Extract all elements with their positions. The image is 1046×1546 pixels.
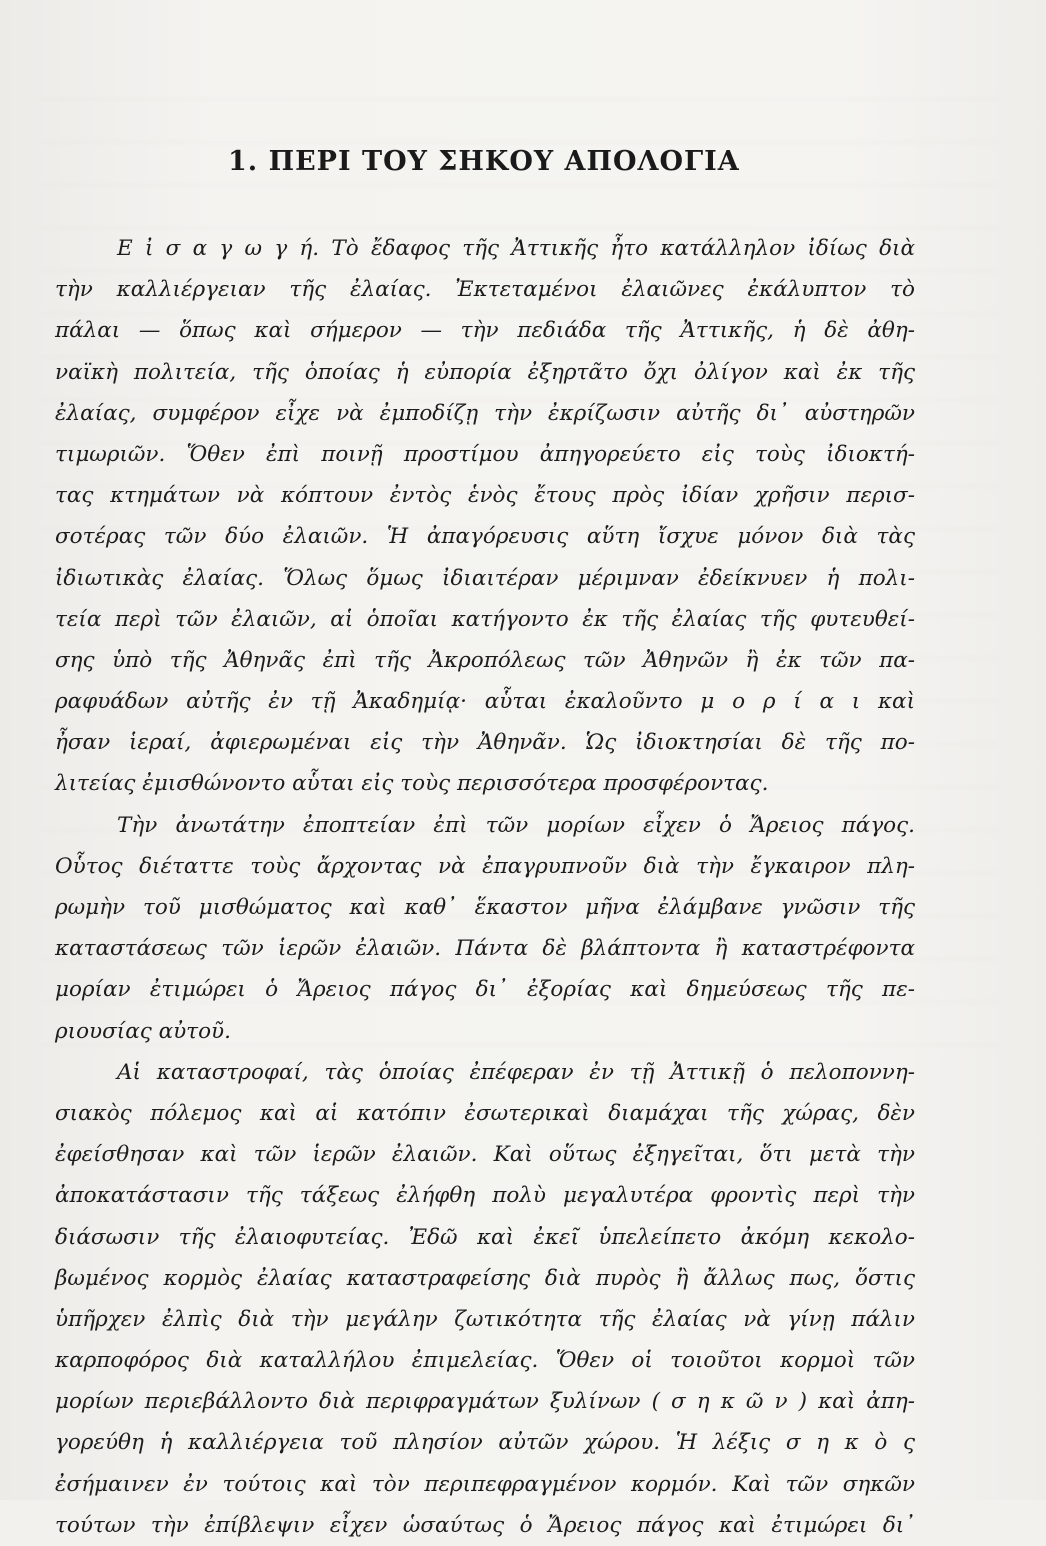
text-line: σοτέρας τῶν δύο ἐλαιῶν. Ἡ ἀπαγόρευσις αὕτη ἴσχυε μόνον διὰ τὰς (55, 524, 915, 550)
text-line: τεία περὶ τῶν ἐλαιῶν, αἱ ὁποῖαι κατήγοντο ἐκ τῆς ἐλαίας τῆς φυτευθεί- (55, 606, 915, 632)
text-line: ρωμὴν τοῦ μισθώματος καὶ καθ᾽ ἕκαστον μῆνα ἐλάμβανε γνῶσιν τῆς (55, 895, 915, 920)
text-line: ἀποκατάστασιν τῆς τάξεως ἐλήφθη πολὺ μεγαλυτέρα φροντὶς περὶ τὴν (55, 1183, 915, 1209)
text-line: σιακὸς πόλεμος καὶ αἱ κατόπιν ἐσωτερικαὶ διαμάχαι τῆς χώρας, δὲν (55, 1100, 915, 1126)
text-line: Τὴν ἀνωτάτην ἐποπτείαν ἐπὶ τῶν μορίων εἶχεν ὁ Ἄρειος πάγος. (117, 812, 915, 838)
paragraph-introduction (55, 228, 915, 805)
text-line: ἦσαν ἱεραί, ἀφιερωμέναι εἰς τὴν Ἀθηνᾶν. Ὡς ἰδιοκτησίαι δὲ τῆς πο- (55, 730, 915, 756)
text-line: Αἱ καταστροφαί, τὰς ὁποίας ἐπέφεραν ἐν τῇ Ἀττικῇ ὁ πελοποννη- (117, 1059, 915, 1085)
text-line: ἰδιωτικὰς ἐλαίας. Ὅλως ὅμως ἰδιαιτέραν μέριμναν ἐδείκνυεν ἡ πολι- (55, 565, 915, 591)
text-line: ἐλαίας, συμφέρον εἶχε νὰ ἐμποδίζῃ τὴν ἐκρίζωσιν αὐτῆς δι᾽ αὐστηρῶν (55, 400, 915, 426)
text-line: Οὗτος διέταττε τοὺς ἄρχοντας νὰ ἐπαγρυπνοῦν διὰ τὴν ἔγκαιρον πλη- (55, 853, 915, 879)
text-line: γορεύθη ἡ καλλιέργεια τοῦ πλησίον αὐτῶν χώρου. Ἡ λέξις σ η κ ὸ ς (55, 1430, 915, 1456)
text-line: τιμωριῶν. Ὅθεν ἐπὶ ποινῇ προστίμου ἀπηγορεύετο εἰς τοὺς ἰδιοκτή- (55, 441, 915, 467)
text-line: τὴν καλλιέργειαν τῆς ἐλαίας. Ἐκτεταμένοι ἐλαιῶνες ἐκάλυπτον τὸ (55, 277, 915, 303)
text-line: ναϊκὴ πολιτεία, τῆς ὁποίας ἡ εὐπορία ἐξηρτᾶτο ὄχι ὀλίγον καὶ ἐκ τῆς (55, 359, 915, 385)
text-line: ἐφείσθησαν καὶ τῶν ἱερῶν ἐλαιῶν. Καὶ οὕτως ἐξηγεῖται, ὅτι μετὰ τὴν (55, 1142, 915, 1168)
text-line: ριουσίας αὐτοῦ. (55, 1018, 231, 1044)
text-line: μορίων περιεβάλλοντο διὰ περιφραγμάτων ξυλίνων ( σ η κ ῶ ν ) καὶ ἀπη- (55, 1389, 915, 1415)
text-line: ἐσήμαινεν ἐν τούτοις καὶ τὸν περιπεφραγμένον κορμόν. Καὶ τῶν σηκῶν (55, 1471, 915, 1497)
text-line: Ε ἰ σ α γ ω γ ή. Τὸ ἔδαφος τῆς Ἀττικῆς ἦτο κατάλληλον ἰδίως διὰ (117, 236, 915, 261)
text-line: καρποφόρος διὰ καταλλήλου ἐπιμελείας. Ὅθεν οἱ τοιοῦτοι κορμοὶ τῶν (55, 1348, 915, 1374)
paragraph-destruction (55, 1052, 915, 1546)
text-line: ὑπῆρχεν ἐλπὶς διὰ τὴν μεγάλην ζωτικότητα τῆς ἐλαίας νὰ γίνῃ πάλιν (55, 1306, 915, 1332)
text-line: πάλαι — ὅπως καὶ σήμερον — τὴν πεδιάδα τῆς Ἀττικῆς, ἡ δὲ ἀθη- (55, 318, 915, 344)
text-line: βωμένος κορμὸς ἐλαίας καταστραφείσης διὰ πυρὸς ἢ ἄλλως πως, ὅστις (55, 1265, 915, 1291)
text-line: σης ὑπὸ τῆς Ἀθηνᾶς ἐπὶ τῆς Ἀκροπόλεως τῶν Ἀθηνῶν ἢ ἐκ τῶν πα- (55, 647, 915, 673)
chapter-heading: 1. ΠΕΡΙ ΤΟΥ ΣΗΚΟΥ ΑΠΟΛΟΓΙΑ (228, 146, 740, 177)
text-line: καταστάσεως τῶν ἱερῶν ἐλαιῶν. Πάντα δὲ βλάπτοντα ἢ καταστρέφοντα (55, 936, 915, 962)
body-text (55, 228, 915, 1546)
text-line: ραφυάδων αὐτῆς ἐν τῇ Ἀκαδημίᾳ· αὗται ἐκαλοῦντο μ ο ρ ί α ι καὶ (55, 689, 915, 715)
text-line: τας κτημάτων νὰ κόπτουν ἐντὸς ἑνὸς ἔτους πρὸς ἰδίαν χρῆσιν περισ- (55, 483, 915, 509)
text-line: τούτων τὴν ἐπίβλεψιν εἶχεν ὡσαύτως ὁ Ἄρειος πάγος καὶ ἐτιμώρει δι᾽ (55, 1512, 915, 1538)
text-line: διάσωσιν τῆς ἐλαιοφυτείας. Ἐδῶ καὶ ἐκεῖ ὑπελείπετο ἀκόμη κεκολο- (55, 1224, 915, 1250)
text-line: λιτείας ἐμισθώνοντο αὗται εἰς τοὺς περισσότερα προσφέροντας. (55, 771, 769, 797)
paragraph-areios-pagos (55, 805, 915, 1052)
text-line: μορίαν ἐτιμώρει ὁ Ἄρειος πάγος δι᾽ ἐξορίας καὶ δημεύσεως τῆς πε- (55, 977, 915, 1003)
